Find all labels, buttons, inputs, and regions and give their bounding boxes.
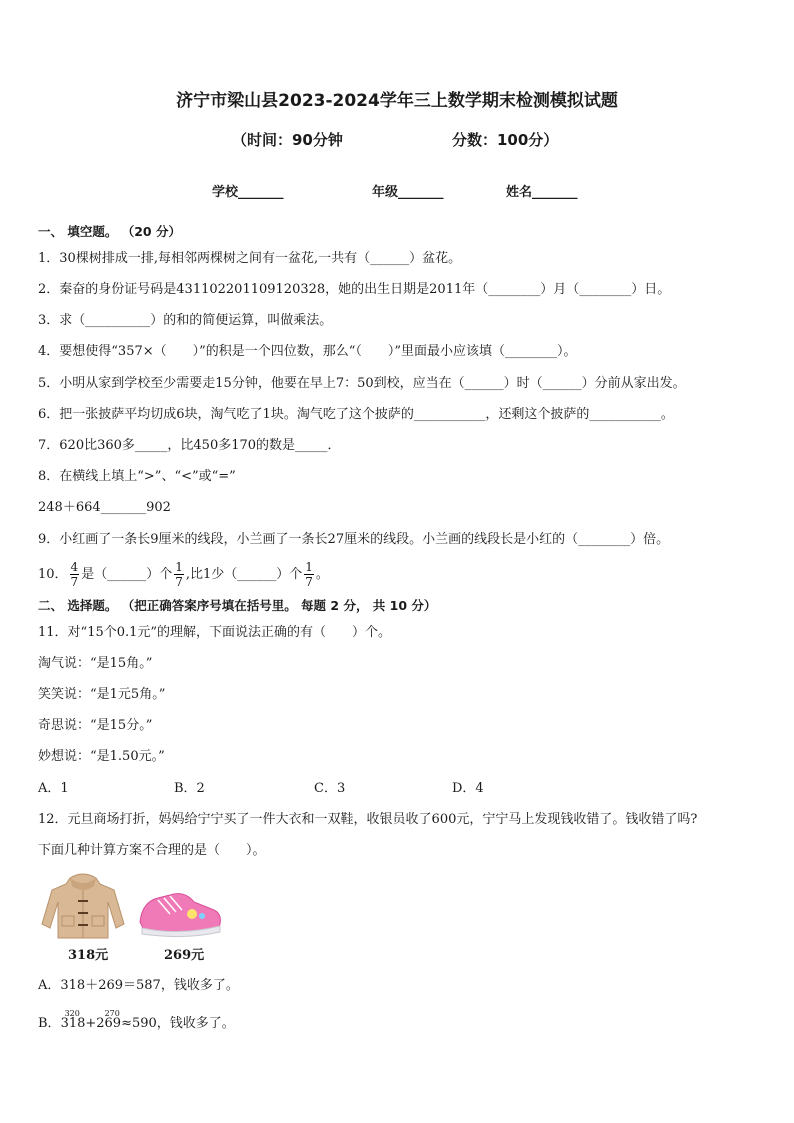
q10-part2: ,比1少（______）个 [185,567,303,582]
question-6: 6．把一张披萨平均切成6块，淘气吃了1块。淘气吃了这个披萨的___________，还剩这个披萨的___________。 [38,407,674,422]
q12b-prefix: B． [38,1016,61,1031]
exam-time: （时间：90分钟 [232,131,343,149]
coat-price: 318元 [68,948,109,963]
fraction-1-7-a: $\frac{1}{7}$ [175,560,183,589]
coat-image [40,872,126,944]
question-1: 1．30棵树排成一排,每相邻两棵树之间有一盆花,一共有（______）盆花。 [38,251,462,266]
q11-statement-xiaoxiao: 笑笑说：“是1元5角。” [38,687,166,702]
q11-statement-miaoxiang: 妙想说：“是1.50元。” [38,749,165,764]
estimate-270: 270 [104,1009,120,1018]
q12b-expression: 318+269≈590 [60,1016,157,1031]
q11-option-a: A．1 [38,781,69,796]
question-12-prompt: 下面几种计算方案不合理的是（ ）。 [38,843,266,858]
question-5: 5．小明从家到学校至少需要走15分钟，他要在早上7：50到校，应当在（______）时（______）分前从家出发。 [38,376,686,391]
shoe-image [134,888,224,944]
q11-statement-qisi: 奇思说：“是15分。” [38,718,153,733]
exam-score: 分数：100分） [452,131,559,149]
q11-statement-taoqi: 淘气说：“是15角。” [38,656,153,671]
question-9: 9．小红画了一条长9厘米的线段，小兰画了一条长27厘米的线段。小兰画的线段长是小红的（________）倍。 [38,532,670,547]
school-field: 学校_______ [212,185,284,200]
q10-part1: 是（______）个 [81,567,173,582]
question-12: 12．元旦商场打折，妈妈给宁宁买了一件大衣和一双鞋，收银员收了600元，宁宁马上发现钱收错了。钱收错了吗? [38,812,698,827]
section-choice-heading: 二、 选择题。 （把正确答案序号填在括号里。 每题 2 分， 共 10 分） [38,598,437,613]
q12b-expression-wrap [60,1009,157,1032]
question-8: 8．在横线上填上“>”、“<”或“=” [38,469,236,484]
q10-prefix: 10． [38,567,68,582]
q11-option-c: C．3 [314,781,346,796]
page-title: 济宁市梁山县2023-2024学年三上数学期末检测模拟试题 [176,91,618,111]
q12-option-b [38,1009,235,1032]
q12-option-a: A．318＋269＝587，钱收多了。 [38,978,239,993]
q11-option-d: D．4 [452,781,484,796]
q11-option-b: B．2 [174,781,205,796]
estimate-320: 320 [64,1009,80,1018]
q10-suffix: 。 [315,567,329,582]
question-3: 3．求（__________）的和的简便运算，叫做乘法。 [38,313,333,328]
question-10 [38,558,329,592]
name-field: 姓名_______ [506,185,578,200]
question-8-expression: 248＋664_______902 [38,500,171,515]
question-11: 11．对“15个0.1元”的理解，下面说法正确的有（ ）个。 [38,625,392,640]
question-2: 2．秦奋的身份证号码是431102201109120328，她的出生日期是2011年（________）月（________）日。 [38,282,671,297]
fraction-4-7: $\frac{4}{7}$ [70,560,79,589]
section-fill-blank-heading: 一、 填空题。 （20 分） [38,224,181,239]
fraction-1-7-b: $\frac{1}{7}$ [305,560,313,589]
grade-field: 年级_______ [372,185,444,200]
q12b-suffix: ，钱收多了。 [156,1016,235,1031]
shoe-price: 269元 [164,948,205,963]
question-4: 4．要想使得“357×（ ）”的积是一个四位数，那么“（ ）”里面最小应该填（________）。 [38,344,577,359]
question-7: 7．620比360多_____，比450多170的数是_____． [38,438,341,453]
